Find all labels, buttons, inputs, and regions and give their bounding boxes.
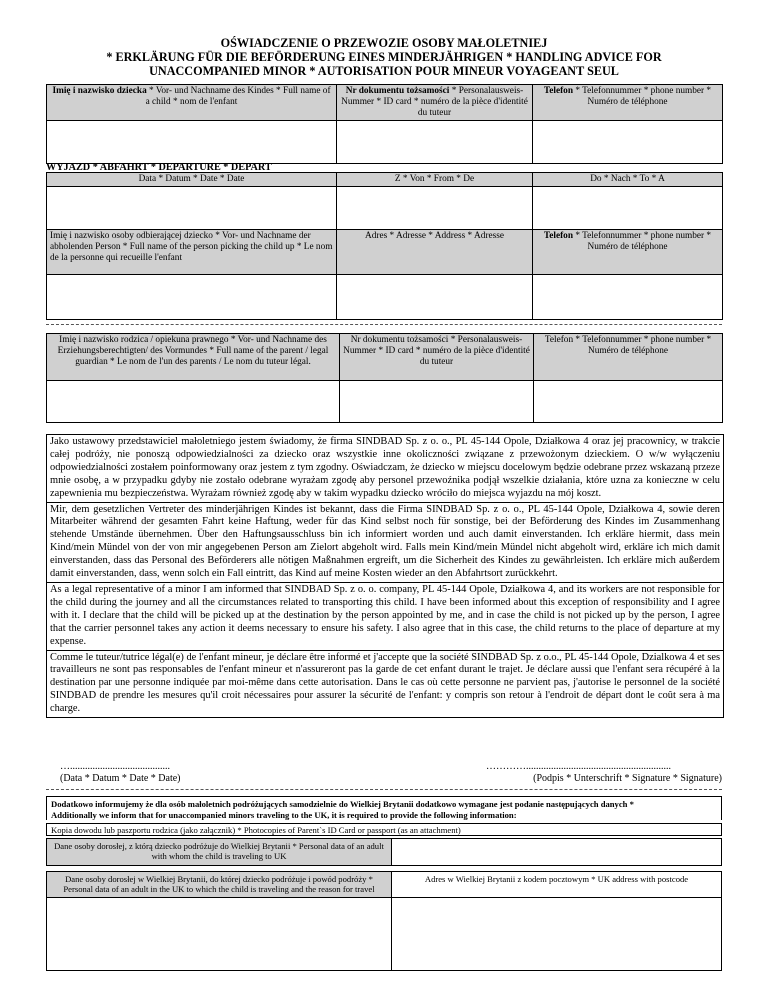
passport-copy-row: Kopia dowodu lub paszportu rodzica (jako załącznik) * Photocopies of Parent`s ID Card or passport (as an attachment) xyxy=(46,823,722,836)
date-signature-block xyxy=(60,761,230,785)
date-dots: …........................................ xyxy=(60,761,170,772)
divider xyxy=(46,324,722,325)
to-field[interactable] xyxy=(533,187,723,230)
child-name-header: Imię i nazwisko dziecka * Vor- und Nachname des Kindes * Full name of a child * nom de l'enfant xyxy=(47,85,337,121)
child-name-field[interactable] xyxy=(47,121,337,164)
title-line-1: OŚWIADCZENIE O PRZEWOZIE OSOBY MAŁOLETNIEJ xyxy=(220,36,548,50)
declaration-en: As a legal representative of a minor I am informed that SINDBAD Sp. z o. o. company, PL 45-144 Opole, Działkowa 4, and its workers are not responsible for the child during the journey and all the circumstances related to transporting this child. I have been informed about this exception of responsibility and I agree with it. I declare that the child will be picked up at the destination by the person appointed by me, and in case the child is not picked up by the person, I agree that the carrier personnel takes any action it deems necessary to ensure his safety. I also agree that in this case, the child returns to the place of departure at my expense. xyxy=(47,582,723,650)
adult-traveling-field[interactable] xyxy=(391,838,722,866)
parent-phone-field[interactable] xyxy=(534,381,723,423)
title-line-2: * ERKLÄRUNG FÜR DIE BEFÖRDERUNG EINES MINDERJÄHRIGEN * HANDLING ADVICE FOR xyxy=(106,50,662,64)
child-doc-field[interactable] xyxy=(337,121,533,164)
signature-label: (Podpis * Unterschrift * Signature * Signature) xyxy=(533,773,722,784)
from-header: Z * Von * From * De xyxy=(337,173,533,187)
address-header: Adres * Adresse * Address * Adresse xyxy=(337,230,533,275)
parent-phone-header: Telefon * Telefonnummer * phone number * Numéro de téléphone xyxy=(534,334,723,381)
declarations-box xyxy=(46,434,724,718)
departure-heading: WYJAZD * ABFAHRT * DEPARTURE * DEPART xyxy=(46,162,272,173)
from-field[interactable] xyxy=(337,187,533,230)
uk-note xyxy=(46,796,722,820)
child-table xyxy=(46,84,723,164)
parent-doc-field[interactable] xyxy=(340,381,534,423)
address-field[interactable] xyxy=(337,275,533,320)
date-header: Data * Datum * Date * Date xyxy=(47,173,337,187)
adult-in-uk-header: Dane osoby dorosłej w Wielkiej Brytanii, do której dziecko podróżuje i powód podróży * Personal data of an adult in the UK to which the child is traveling and the reason for travel xyxy=(46,871,392,898)
adult-in-uk-field[interactable] xyxy=(46,897,392,971)
parent-table xyxy=(46,333,723,423)
date-field[interactable] xyxy=(47,187,337,230)
pickup-phone-header: Telefon * Telefonnummer * phone number * Numéro de téléphone xyxy=(533,230,723,275)
parent-name-header: Imię i nazwisko rodzica / opiekuna prawnego * Vor- und Nachname des Erziehungsberechtigten/ des Vormundes * Full name of the parent / legal guardian * Le nom de l'un des parents / Le nom du tuteur légal. xyxy=(47,334,340,381)
date-label: (Data * Datum * Date * Date) xyxy=(60,773,181,784)
child-doc-header: Nr dokumentu tożsamości * Personalausweis-Nummer * ID card * numéro de la pièce d'identité du tuteur xyxy=(337,85,533,121)
pickup-name-header: Imię i nazwisko osoby odbierającej dziecko * Vor- und Nachname der abholenden Person * Full name of the person picking the child up * Le nom de la personne qui recueille l'enfant xyxy=(47,230,337,275)
parent-name-field[interactable] xyxy=(47,381,340,423)
parent-doc-header: Nr dokumentu tożsamości * Personalausweis-Nummer * ID card * numéro de la pièce d'identité du tuteur xyxy=(340,334,534,381)
declaration-de: Mir, dem gesetzlichen Vertreter des minderjährigen Kindes ist bekannt, dass die Firma SINDBAD Sp. z o. o., PL 45-144 Opole, Działkowa 4, sowie deren Mitarbeiter während der gesamten Fahrt keine Haftung, weder für das Kind selbst noch für sonstige, bei der Beförderung des Kindes im Zusammenhang stehende Umstände übernehmen. Über den Haftungsausschluss bin ich informiert worden und auch damit einverstanden. Ich erkläre hiermit, dass mein Kind/mein Mündel von der von mir angegebenen Person am Zielort abgeholt wird. Falls mein Kind/mein Mündel nicht abgeholt wird, erkläre ich mich damit einverstanden, dass das Personal des Beförderers alle nötigen Maßnahmen ergreift, um die Sicherheit des Kindes zu gewährleisten. Ich erkläre mich außerdem damit einverstanden, dass, wenn solch ein Fall eintritt, das Kind auf meine Kosten wieder an den Abfahrtsort zurückkehrt. xyxy=(47,502,723,582)
departure-table xyxy=(46,172,723,320)
signature-dots: ………….......................................................... xyxy=(486,761,671,772)
adult-traveling-header: Dane osoby dorosłej, z którą dziecko podróżuje do Wielkiej Brytanii * Personal data of an adult with whom the child is traveling to UK xyxy=(46,838,392,866)
to-header: Do * Nach * To * A xyxy=(533,173,723,187)
child-phone-header: Telefon * Telefonnummer * phone number * Numéro de téléphone xyxy=(533,85,723,121)
title-line-3: UNACCOMPANIED MINOR * AUTORISATION POUR MINEUR VOYAGEANT SEUL xyxy=(149,64,619,78)
divider-2 xyxy=(46,789,722,790)
signature-block xyxy=(486,761,722,785)
uk-address-field[interactable] xyxy=(391,897,722,971)
document-title xyxy=(0,36,768,78)
child-phone-field[interactable] xyxy=(533,121,723,164)
uk-note-line-2: Additionally we inform that for unaccompanied minors traveling to the UK, it is required to provide the following information: xyxy=(51,809,517,820)
declaration-pl: Jako ustawowy przedstawiciel małoletniego jestem świadomy, że firma SINDBAD Sp. z o. o., PL 45-144 Opole, Działkowa 4 oraz jej pracownicy, w trakcie całej podróży, nie ponoszą odpowiedzialności za dziecko oraz wszystkie inne okoliczności związane z przewożonym dzieckiem. O w/w wyłączeniu odpowiedzialności zostałem poinformowany oraz jestem z tym zgodny. Oświadczam, że dziecko w miejscu docelowym będzie odebrane przez wskazaną przeze mnie osobę, a w przypadku gdyby nie zostało odebrane wyrażam zgodę aby personel przewoźnika podjął wszelkie działania, które uzna za konieczne w celu zapewnienia mu bezpieczeństwa. Wyrażam również zgodę aby w takim wypadku dziecko wróciło do miejsca wyjazdu na mój koszt. xyxy=(50,436,720,499)
pickup-phone-field[interactable] xyxy=(533,275,723,320)
pickup-name-field[interactable] xyxy=(47,275,337,320)
uk-note-line-1: Dodatkowo informujemy że dla osób małoletnich podróżujących samodzielnie do Wielkiej Brytanii dodatkowo wymagane jest podanie następujących danych * xyxy=(51,799,634,809)
declaration-fr: Comme le tuteur/tutrice légal(e) de l'enfant mineur, je déclare être informé et j'accepte que la société SINDBAD Sp. z o.o., PL 45-144 Opole, Dzialkowa 4 et ses travailleurs ne sont pas responsables de l'enfant mineur et n'assureront pas la garde de cet enfant durant le trajet. Je déclare aussi que l'enfant sera récupéré à la destination par une personne indiquée par moi-même dans cette autorisation. Dans le cas où cette personne ne parvient pas, j'autorise le personnel de la société SINDBAD de prendre les mesures qu'il croit nécessaires pour assurer la sécurité de l'enfant: y compris son retour à l'endroit de départ dont le coût sera à ma charge. xyxy=(47,650,723,718)
uk-address-header: Adres w Wielkiej Brytanii z kodem pocztowym * UK address with postcode xyxy=(391,871,722,898)
